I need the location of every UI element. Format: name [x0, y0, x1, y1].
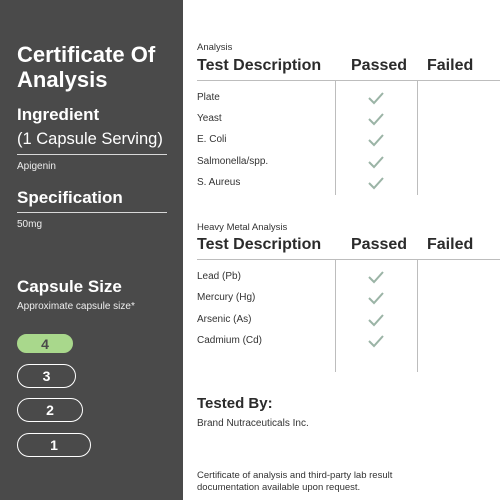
specification-value: 50mg — [17, 219, 43, 230]
column-header-passed: Passed — [351, 57, 408, 74]
column-header-failed: Failed — [427, 57, 474, 74]
table-row-label: Lead (Pb) — [197, 271, 241, 282]
check-icon — [367, 313, 385, 327]
column-header-passed: Passed — [351, 236, 408, 253]
capsule-size-heading: Capsule Size — [17, 277, 122, 296]
check-icon — [367, 176, 385, 190]
check-icon — [367, 133, 385, 147]
heavy-metal-section-label: Heavy Metal Analysis — [197, 222, 288, 233]
divider — [17, 154, 167, 155]
column-header-failed: Failed — [427, 236, 474, 253]
serving-label: (1 Capsule Serving) — [17, 130, 163, 148]
left-panel — [0, 0, 183, 500]
capsule-size-1-button[interactable]: 1 — [17, 433, 91, 457]
analysis-section-label: Analysis — [197, 42, 233, 53]
table-row-label: E. Coli — [197, 134, 227, 145]
page-title: Certificate Of Analysis — [17, 42, 156, 92]
table-row-label: S. Aureus — [197, 177, 241, 188]
divider — [17, 212, 167, 213]
table-row-label: Salmonella/spp. — [197, 156, 269, 167]
check-icon — [367, 155, 385, 169]
column-header-description: Test Description — [197, 236, 322, 253]
specification-heading: Specification — [17, 188, 123, 207]
table-row-label: Arsenic (As) — [197, 314, 252, 325]
column-header-description: Test Description — [197, 57, 322, 74]
check-icon — [367, 91, 385, 105]
check-icon — [367, 112, 385, 126]
capsule-size-4-button[interactable]: 4 — [17, 334, 73, 353]
column-divider — [335, 81, 336, 195]
table-row-label: Cadmium (Cd) — [197, 335, 263, 346]
table-header-rule — [197, 80, 500, 81]
check-icon — [367, 291, 385, 305]
footnote: Certificate of analysis and third-party lab result documentation available upon request. — [197, 470, 393, 493]
table-row-label: Yeast — [197, 113, 222, 124]
column-divider — [335, 260, 336, 372]
capsule-size-2-button[interactable]: 2 — [17, 398, 83, 422]
tested-by-company: Brand Nutraceuticals Inc. — [197, 418, 309, 429]
ingredient-heading: Ingredient — [17, 105, 100, 124]
capsule-size-3-button[interactable]: 3 — [17, 364, 76, 388]
check-icon — [367, 270, 385, 284]
column-divider — [417, 260, 418, 372]
tested-by-heading: Tested By: — [197, 395, 273, 412]
table-header-rule — [197, 259, 500, 260]
check-icon — [367, 334, 385, 348]
table-row-label: Mercury (Hg) — [197, 292, 256, 303]
column-divider — [417, 81, 418, 195]
table-row-label: Plate — [197, 92, 220, 103]
ingredient-name: Apigenin — [17, 161, 56, 172]
capsule-size-subtitle: Approximate capsule size* — [17, 301, 135, 312]
